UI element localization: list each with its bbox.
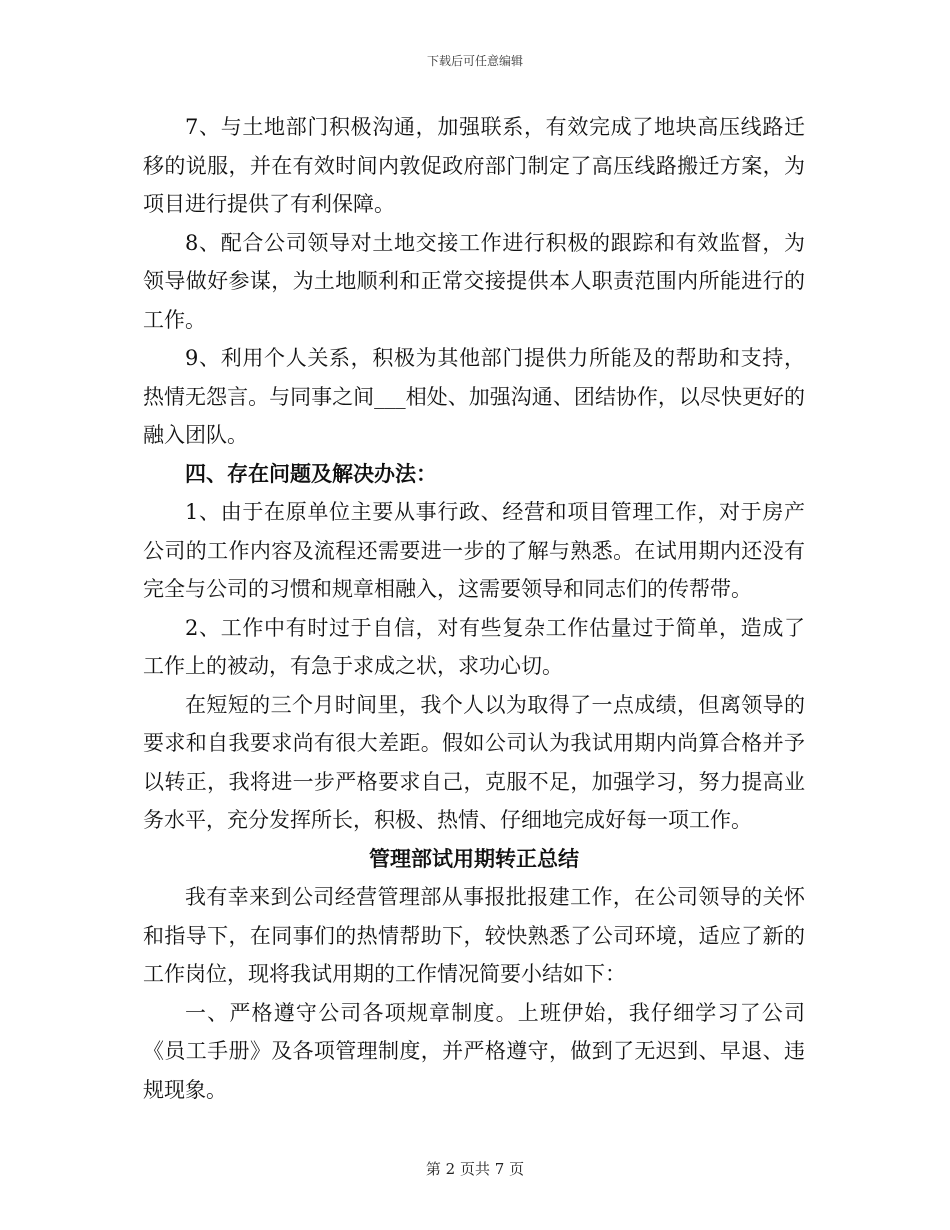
document-body	[143, 108, 805, 1109]
paragraph-intro: 我有幸来到公司经营管理部从事报批报建工作，在公司领导的关怀和指导下，在同事们的热情帮助下，较快熟悉了公司环境，适应了新的工作岗位，现将我试用期的工作情况简要小结如下：	[143, 885, 805, 986]
paragraph-item-8: 8、配合公司领导对土地交接工作进行积极的跟踪和有效监督，为领导做好参谋，为土地顺利和正常交接提供本人职责范围内所能进行的工作。	[143, 230, 805, 332]
paragraph-issue-1: 1、由于在原单位主要从事行政、经营和项目管理工作，对于房产公司的工作内容及流程还需要进一步的了解与熟悉。在试用期内还没有完全与公司的习惯和规章相融入，这需要领导和同志们的传帮带。	[143, 500, 805, 601]
paragraph-conclusion: 在短短的三个月时间里，我个人以为取得了一点成绩，但离领导的要求和自我要求尚有很大差距。假如公司认为我试用期内尚算合格并予以转正，我将进一步严格要求自己，克服不足，加强学习，努力提高业务水平，充分发挥所长，积极、热情、仔细地完成好每一项工作。	[143, 692, 805, 832]
page-header: 下载后可任意编辑	[426, 54, 523, 68]
paragraph-rule-1: 一、严格遵守公司各项规章制度。上班伊始，我仔细学习了公司《员工手册》及各项管理制度，并严格遵守，做到了无迟到、早退、违规现象。	[143, 1000, 805, 1102]
document-title: 管理部试用期转正总结	[369, 845, 579, 871]
section-heading-problems: 四、存在问题及解决办法：	[185, 460, 437, 486]
paragraph-issue-2: 2、工作中有时过于自信，对有些复杂工作估量过于简单，造成了工作上的被动，有急于求成之状，求功心切。	[143, 615, 805, 678]
page-footer: 第 2 页共 7 页	[425, 1160, 525, 1178]
paragraph-item-7: 7、与土地部门积极沟通，加强联系，有效完成了地块高压线路迁移的说服，并在有效时间内敦促政府部门制定了高压线路搬迁方案，为项目进行提供了有利保障。	[143, 115, 805, 216]
paragraph-item-9: 9、利用个人关系，积极为其他部门提供力所能及的帮助和支持，热情无怨言。与同事之间___相处、加强沟通、团结协作，以尽快更好的融入团队。	[143, 346, 805, 447]
